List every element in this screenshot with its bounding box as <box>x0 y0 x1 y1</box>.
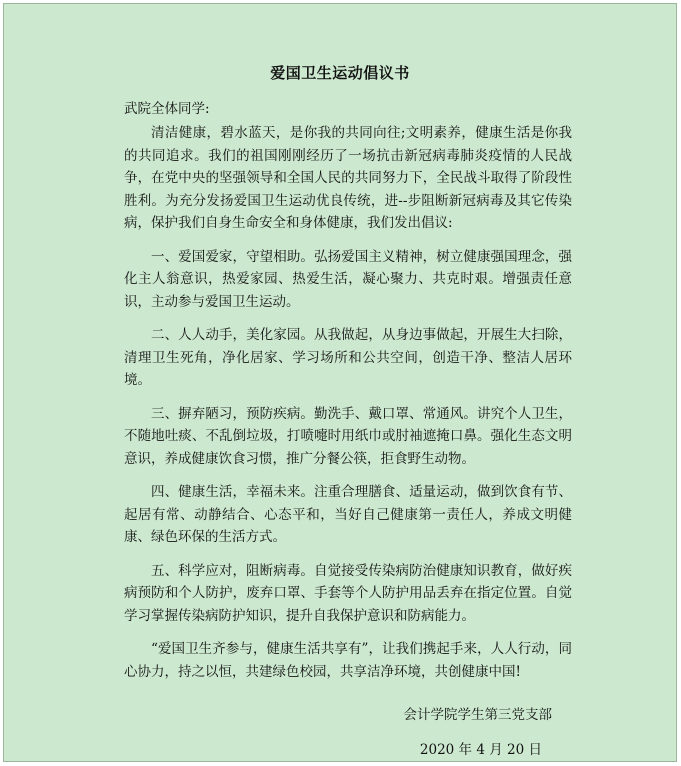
paragraph-closing: “爱国卫生齐参与，健康生活共享有”，让我们携起手来，人人行动，同心协力，持之以恒，共建绿色校园，共享洁净环境，共创健康中国! <box>124 641 572 680</box>
paragraph-item-5: 五、科学应对，阻断病毒。自觉接受传染病防治健康知识教育，做好疾病预防和个人防护，废弃口罩、手套等个人防护用品丢弃在指定位置。自觉学习掌握传染病防护知识，提升自我保护意识和防病能力。 <box>124 562 572 624</box>
paragraph-item-3: 三、摒弃陋习，预防疾病。勤洗手、戴口罩、常通风。讲究个人卫生，不随地吐痰、不乱倒垃圾，打喷嚏时用纸巾或肘袖遮掩口鼻。强化生态文明意识，养成健康饮食习惯，推广分餐公筷，拒食野生动物。 <box>124 405 572 467</box>
paragraph-item-1: 一、爱国爱家，守望相助。弘扬爱国主义精神，树立健康强国理念，强化主人翁意识，热爱家园、热爱生活，凝心聚力、共克时艰。增强责任意识，主动参与爱国卫生运动。 <box>124 248 572 310</box>
paragraph-intro: 清洁健康，碧水蓝天，是你我的共同向往;文明素养，健康生活是你我的共同追求。我们的祖国刚刚经历了一场抗击新冠病毒肺炎疫情的人民战争，在党中央的坚强领导和全国人民的共同努力下，全民战斗取得了阶段性胜利。为充分发扬爱国卫生运动优良传统，进--步阻断新冠病毒及其它传染病，保护我们自身生命安全和身体健康，我们发出倡议: <box>124 125 572 231</box>
document-body <box>124 122 572 694</box>
paragraph-item-4: 四、健康生活，幸福未来。注重合理膳食、适量运动，做到饮食有节、起居有常、动静结合、心态平和，当好自己健康第一责任人，养成文明健康、绿色环保的生活方式。 <box>124 484 572 545</box>
signature: 会计学院学生第三党支部 <box>403 707 552 723</box>
greeting: 武院全体同学: <box>124 101 210 117</box>
paragraph-item-2: 二、人人动手，美化家园。从我做起，从身边事做起，开展生大扫除，清理卫生死角，净化居家、学习场所和公共空间，创造干净、整洁人居环境。 <box>124 327 572 388</box>
date: 2020 年 4 月 20 日 <box>419 742 542 758</box>
document-page <box>3 3 677 762</box>
document-title: 爱国卫生运动倡议书 <box>270 64 410 82</box>
